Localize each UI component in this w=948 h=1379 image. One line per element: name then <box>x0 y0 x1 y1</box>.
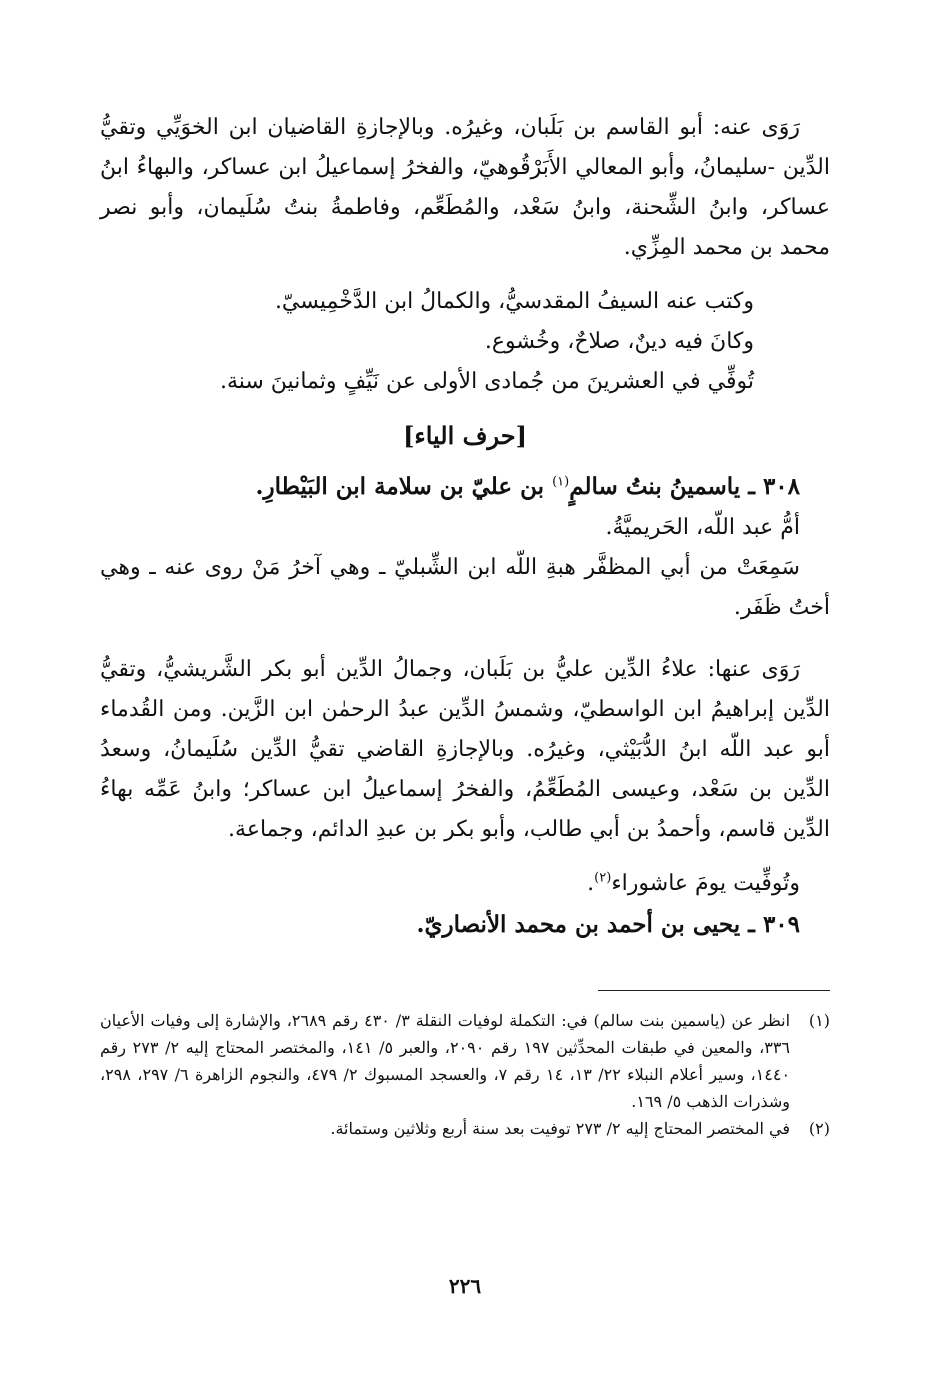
entry-308-heard: سَمِعَتْ من أبي المظفَّر هبةِ اللّه ابن الشِّبليّ ـ وهي آخرُ مَنْ روى عنه ـ وهي أختُ ظَفَر. <box>100 555 830 620</box>
entry-308-death-end: . <box>587 871 595 896</box>
footnote-2-text: في المختصر المحتاج إليه ٢/ ٢٧٣ توفيت بعد سنة أربع وثلاثين وستمائة. <box>330 1119 790 1138</box>
footnote-separator <box>598 990 830 991</box>
footnote-1-number: (١) <box>808 1011 830 1030</box>
footnote-ref-2[interactable]: (٢) <box>594 870 612 886</box>
footnote-2 <box>100 1115 830 1142</box>
page-number: ٢٢٦ <box>448 1274 482 1298</box>
section-title: [حرف الياء] <box>403 421 527 450</box>
footnote-ref-1[interactable]: (١) <box>552 474 570 490</box>
footnote-2-number: (٢) <box>808 1119 830 1138</box>
footnote-1 <box>100 1007 830 1115</box>
entry-309-heading: ٣٠٩ ـ يحيى بن أحمد بن محمد الأنصاريّ. <box>416 911 800 938</box>
footnote-1-text: انظر عن (ياسمين بنت سالم) في: التكملة لوفيات النقلة ٣/ ٤٣٠ رقم ٢٦٨٩، والإشارة إلى وفيات الأعيان ٣٣٦، والمعين في طبقات المحدِّثين ١٩٧ رقم ٢٠٩٠، والعبر ٥/ ١٤١، والمختصر المحتاج إليه ٢/ ٢٧٣ رقم ١٤٤٠، وسير أعلام النبلاء ٢٢/ ١٣، ١٤ رقم ٧، والعسجد المسبوك ٢/ ٤٧٩، والنجوم الزاهرة ٦/ ٢٩٧، ٢٩٨، وشذرات الذهب ٥/ ١٦٩. <box>100 1011 791 1111</box>
death-paragraph: تُوفِّي في العشرينَ من جُمادى الأولى عن نَيِّفٍ وثمانينَ سنة. <box>219 369 754 394</box>
entry-308-narrators: رَوَى عنها: علاءُ الدِّين عليُّ بن بَلَبان، وجمالُ الدِّين أبو بكر الشَّريشيُّ، وتقيُّ الدِّين إبراهيمُ ابن الواسطيّ، وشمسُ الدِّين عبدُ الرحمٰن ابن الزَّين. ومن القُدماء أبو عبد اللّه ابنُ الدُّبَيْثي، وغيرُه. وبالإجازةِ القاضي تقيُّ الدِّين سُلَيمانُ، وسعدُ الدِّين بن سَعْد، وعيسى المُطَعِّمُ، والفخرُ إسماعيلُ ابن عساكر؛ وابنُ عَمِّه بهاءُ الدِّين قاسم، وأحمدُ بن أبي طالب، وأبو بكر بن عبدِ الدائم، وجماعة. <box>100 657 830 842</box>
entry-308-heading <box>100 466 830 508</box>
character-paragraph: وكانَ فيه دينٌ، صلاحٌ، وخُشوع. <box>484 329 754 354</box>
entry-308-lineage: بن عليّ بن سلامة ابن البَيْطارِ. <box>255 473 553 500</box>
entry-308-death-text: وتُوفِّيت يومَ عاشوراء <box>611 871 800 896</box>
writers-paragraph: وكتب عنه السيفُ المقدسيُّ، والكمالُ ابن الدَّخْمِيسيّ. <box>274 289 754 314</box>
entry-308-kunya: أمُّ عبد اللّه، الحَريميَّةُ. <box>605 515 800 540</box>
entry-308-name: ٣٠٨ ـ ياسمينُ بنتُ سالمٍ <box>569 473 800 500</box>
book-page <box>100 108 830 1348</box>
entry-308-death <box>100 864 830 904</box>
narrators-paragraph: رَوَى عنه: أبو القاسم بن بَلَبان، وغيرُه. وبالإجازةِ القاضيان ابن الخوَيِّي وتقيُّ الدِّين -سليمانُ، وأبو المعالي الأَبَرْقُوهيّ، والفخرُ إسماعيلُ ابن عساكر، والبهاءُ ابنُ عساكر، وابنُ الشِّحنة، وابنُ سَعْد، والمُطَعِّم، وفاطمةُ بنتُ سُلَيمان، وأبو نصر محمد بن محمد المِزِّي. <box>100 115 830 260</box>
